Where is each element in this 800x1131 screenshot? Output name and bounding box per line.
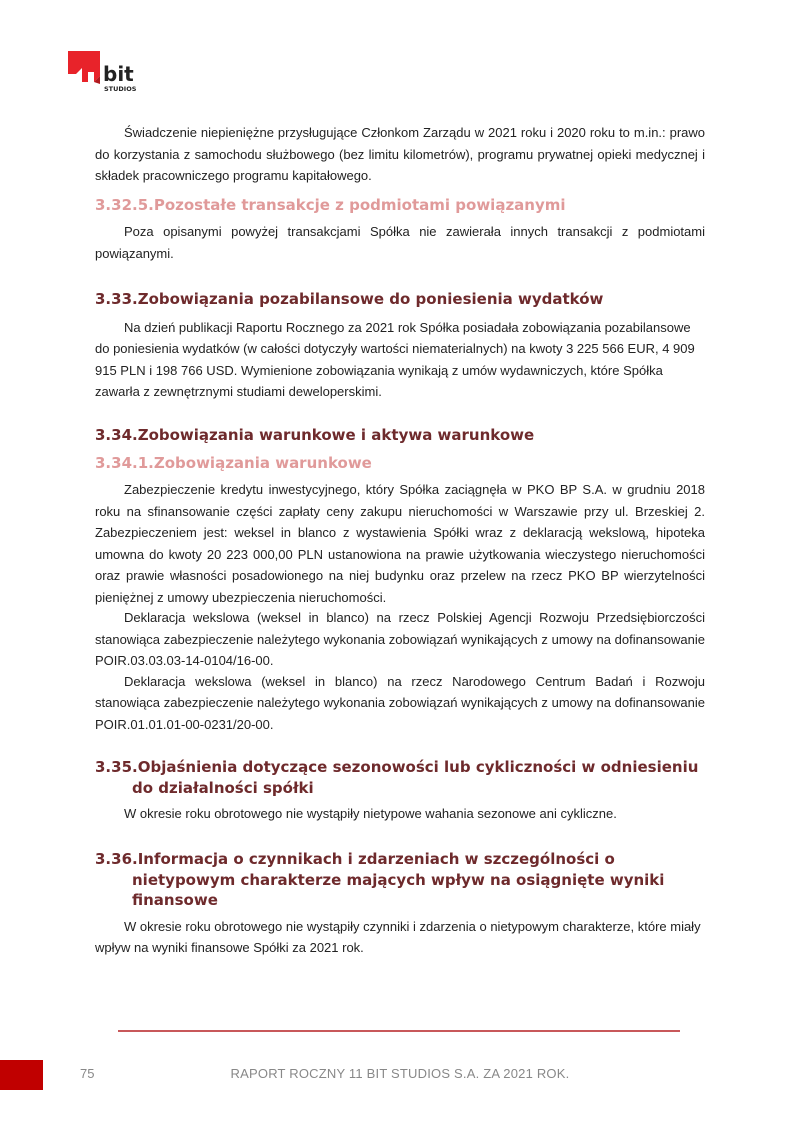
section-3-35: [95, 757, 705, 825]
section-heading: 3.32.5.Pozostałe transakcje z podmiotami powiązanymi: [95, 196, 566, 214]
section-heading: 3.34.Zobowiązania warunkowe i aktywa warunkowe: [95, 426, 535, 444]
paragraph: Deklaracja wekslowa (weksel in blanco) na rzecz Narodowego Centrum Badań i Rozwoju stanowiąca zabezpieczenie należytego wykonania zobowiązań wynikających z umowy na dofinansowanie POIR.01.01.01-00-0231/20-00.: [95, 673, 705, 732]
section-3-34-1: [95, 453, 705, 735]
intro-section: [95, 122, 705, 187]
section-3-33: [95, 289, 705, 403]
section-heading: 3.33.Zobowiązania pozabilansowe do poniesienia wydatków: [95, 290, 604, 308]
section-3-36: [95, 849, 705, 959]
footer-text: RAPORT ROCZNY 11 BIT STUDIOS S.A. ZA 2021 ROK.: [230, 1066, 570, 1081]
paragraph: Poza opisanymi powyżej transakcjami Spółka nie zawierała innych transakcji z podmiotami powiązanymi.: [95, 224, 705, 261]
footer-divider: [118, 1030, 680, 1032]
company-logo: [66, 48, 156, 99]
section-3-34: [95, 425, 705, 446]
logo-text: bit: [103, 62, 134, 86]
paragraph: Zabezpieczenie kredytu inwestycyjnego, który Spółka zaciągnęła w PKO BP S.A. w grudniu 2018 roku na sfinansowanie części zapłaty ceny zakupu nieruchomości w Warszawie przy ul. Brzeskiej 2. Zabezpieczeniem jest: weksel in blanco z wystawienia Spółki wraz z deklaracją wekslową, hipoteka umowna do kwoty 20 223 000,00 PLN ustanowiona na prawie użytkowania wieczystego nieruchomości oraz prawie własności posadowionego na niej budynku oraz przelew na rzecz PKO BP wierzytelności pieniężnej z umowy ubezpieczenia nieruchomości.: [95, 482, 705, 605]
paragraph: W okresie roku obrotowego nie wystąpiły nietypowe wahania sezonowe ani cykliczne.: [124, 806, 617, 821]
intro-paragraph: Świadczenie niepieniężne przysługujące Członkom Zarządu w 2021 roku i 2020 roku to m.in.: prawo do korzystania z samochodu służbowego (bez limitu kilometrów), programu prywatnej opieki medycznej i składek pracowniczego programu kapitałowego.: [95, 125, 705, 183]
section-heading: 3.35.Objaśnienia dotyczące sezonowości lub cykliczności w odniesieniu do działalności spółki: [95, 758, 699, 797]
logo-subtext: STUDIOS: [104, 85, 137, 93]
section-heading: 3.34.1.Zobowiązania warunkowe: [95, 454, 372, 472]
paragraph: Na dzień publikacji Raportu Rocznego za 2021 rok Spółka posiadała zobowiązania pozabilansowe do poniesienia wydatków (w całości dotyczyły wartości niematerialnych) na kwoty 3 225 566 EUR, 4 909 915 PLN i 198 766 USD. Wymienione zobowiązania wynikają z umów wydawniczych, które Spółka zawarła z zewnętrznymi studiami deweloperskimi.: [95, 319, 695, 399]
paragraph: Deklaracja wekslowa (weksel in blanco) na rzecz Polskiej Agencji Rozwoju Przedsiębiorczości stanowiąca zabezpieczenie należytego wykonania zobowiązań wynikających z umowy na dofinansowanie POIR.03.03.03-14-0104/16-00.: [95, 610, 705, 668]
page-number: 75: [80, 1066, 95, 1081]
paragraph: W okresie roku obrotowego nie wystąpiły czynniki i zdarzenia o nietypowym charakterze, które miały wpływ na wyniki finansowe Spółki za 2021 rok.: [95, 918, 701, 955]
section-3-32-5: [95, 195, 705, 264]
section-heading: 3.36.Informacja o czynnikach i zdarzeniach w szczególności o nietypowym charakterze mających wpływ na osiągnięte wyniki finansowe: [95, 850, 665, 909]
